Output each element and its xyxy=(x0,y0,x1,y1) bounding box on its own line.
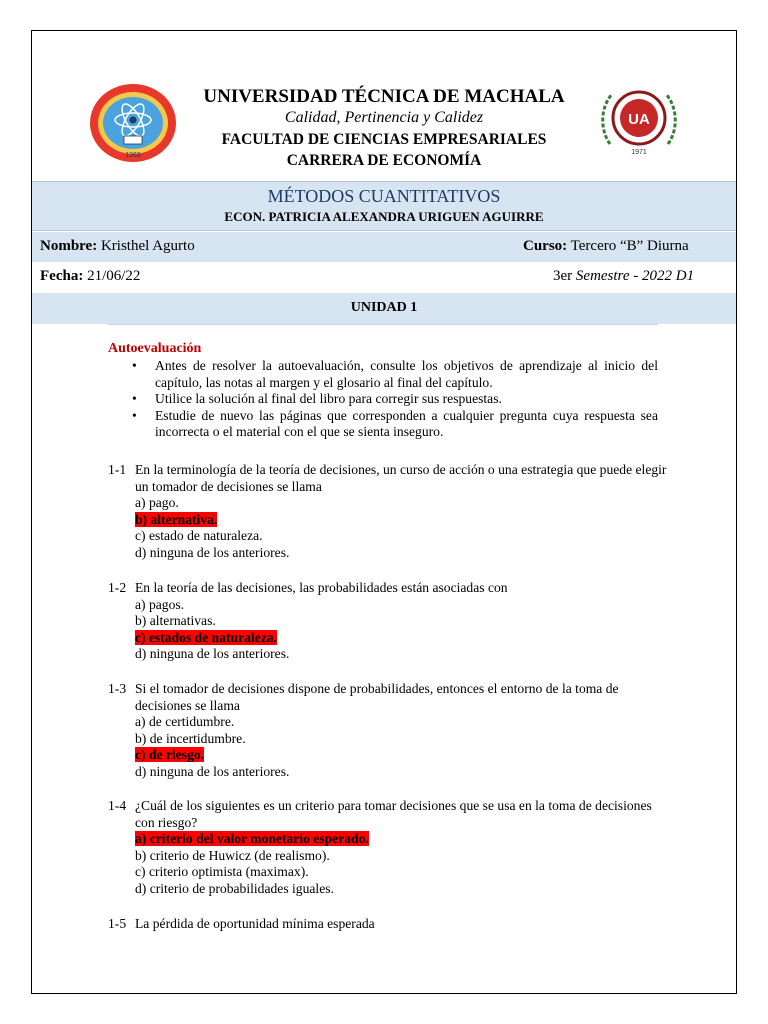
question-stem: ¿Cuál de los siguientes es un criterio para tomar decisiones que se usa en la toma de decisiones con riesgo? xyxy=(135,798,652,830)
option: b) criterio de Huwicz (de realismo). xyxy=(135,847,330,863)
student-field xyxy=(40,238,195,255)
question-number: 1-4 xyxy=(108,798,127,813)
option-correct: c) de riesgo. xyxy=(135,747,205,762)
question-number: 1-5 xyxy=(108,916,127,931)
university-motto: Calidad, Pertinencia y Calidez xyxy=(284,109,484,126)
semester-prefix: 3er xyxy=(553,268,573,284)
svg-text:1971: 1971 xyxy=(631,149,647,156)
name-label: Nombre: xyxy=(40,238,98,254)
course-field xyxy=(523,238,689,255)
option-correct: c) estados de naturaleza. xyxy=(135,629,277,645)
option: d) ninguna de los anteriores. xyxy=(135,763,290,779)
option: d) ninguna de los anteriores. xyxy=(135,646,290,661)
option-correct: b) alternativa. xyxy=(135,511,218,527)
question-1-3 xyxy=(108,681,668,780)
unit-title: UNIDAD 1 xyxy=(350,300,418,315)
question-stem: En la terminología de la teoría de decisiones, un curso de acción o una estrategia que puede elegir un tomador de decisiones se llama xyxy=(135,462,667,494)
option: a) pagos. xyxy=(135,596,185,612)
option: c) estado de naturaleza. xyxy=(135,528,263,543)
question-number: 1-1 xyxy=(108,462,127,477)
student-row xyxy=(32,232,736,262)
curso-value: Tercero “B” Diurna xyxy=(570,238,689,254)
subject-title: MÉTODOS CUANTITATIVOS xyxy=(267,186,501,206)
option: b) de incertidumbre. xyxy=(135,730,246,746)
question-number: 1-2 xyxy=(108,580,127,595)
option-correct: a) criterio del valor monetario esperado. xyxy=(135,831,369,846)
bullet-icon: • xyxy=(132,391,137,406)
question-stem: En la teoría de las decisiones, las probabilidades están asociadas con xyxy=(135,580,508,595)
option: d) ninguna de los anteriores. xyxy=(135,544,290,560)
question-1-2 xyxy=(108,580,668,663)
career-name: CARRERA DE ECONOMÍA xyxy=(286,152,482,169)
autoevaluation-heading: Autoevaluación xyxy=(108,341,202,356)
course-title-band xyxy=(32,181,736,231)
option: a) pago. xyxy=(135,495,179,510)
name-value: Kristhel Agurto xyxy=(100,238,195,254)
question-stem: Si el tomador de decisiones dispone de probabilidades, entonces el entorno de la toma de decisiones se llama xyxy=(135,681,619,713)
question-number: 1-3 xyxy=(108,681,127,696)
instructions-list xyxy=(108,358,658,441)
semester-field xyxy=(553,268,694,285)
instruction-item: • Utilice la solución al final del libro para corregir sus respuestas. xyxy=(132,391,502,406)
faculty-name: FACULTAD DE CIENCIAS EMPRESARIALES xyxy=(221,131,547,148)
date-field xyxy=(40,268,140,285)
question-1-4 xyxy=(108,798,668,897)
option: c) criterio optimista (maximax). xyxy=(135,864,309,879)
option: b) alternativas. xyxy=(135,613,216,628)
unit-row xyxy=(32,293,736,324)
unit-divider xyxy=(108,324,658,325)
bullet-icon: • xyxy=(132,407,137,423)
date-label: Fecha: xyxy=(40,268,84,284)
svg-text:UA: UA xyxy=(628,111,650,128)
option: d) criterio de probabilidades iguales. xyxy=(135,880,334,896)
date-row xyxy=(32,262,736,293)
instruction-item: • Antes de resolver la autoevaluación, consulte los objetivos de aprendizaje al inicio del capítulo, las notas al margen y el glosario al final del capítulo. xyxy=(132,358,658,390)
question-stem: La pérdida de oportunidad mínima esperada xyxy=(135,916,375,931)
semester-text: Semestre - 2022 D1 xyxy=(575,268,695,284)
university-name: UNIVERSIDAD TÉCNICA DE MACHALA xyxy=(203,86,565,107)
instruction-item: • Estudie de nuevo las páginas que corresponden a cualquier pregunta cuya respuesta sea incorrecta o el material con el que se sienta inseguro. xyxy=(132,407,658,439)
date-value: 21/06/22 xyxy=(87,268,141,284)
bullet-icon: • xyxy=(132,358,137,373)
option: a) de certidumbre. xyxy=(135,714,235,729)
question-1-5 xyxy=(108,916,668,933)
professor-name: ECON. PATRICIA ALEXANDRA URIGUEN AGUIRRE xyxy=(224,209,544,224)
question-1-1 xyxy=(108,462,668,561)
curso-label: Curso: xyxy=(523,238,568,254)
svg-text:1969: 1969 xyxy=(125,152,141,159)
